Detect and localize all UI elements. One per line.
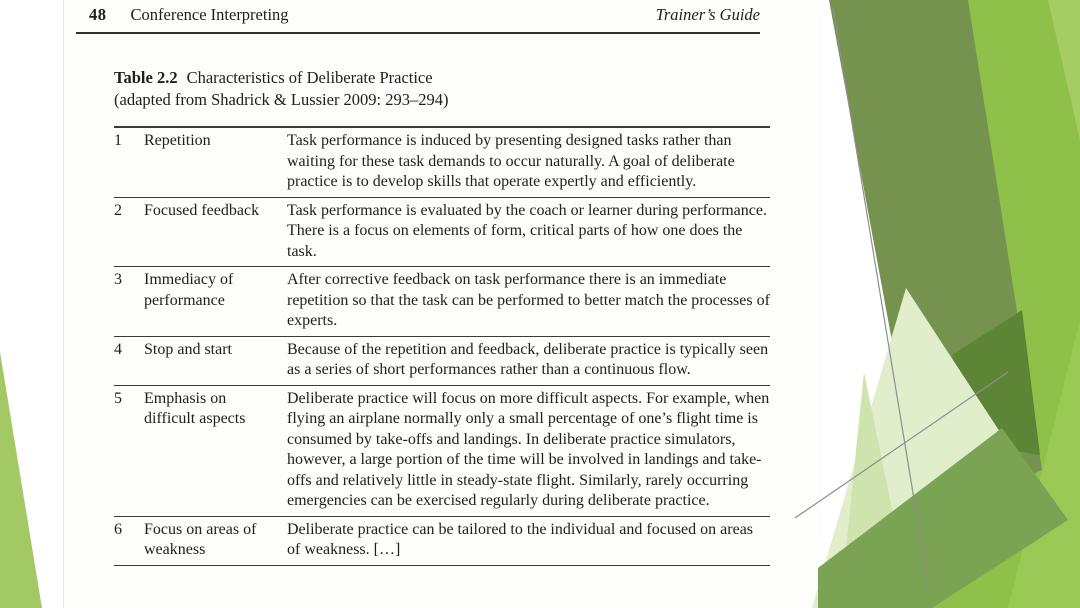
- deco-olive-wedge: [829, 0, 1042, 520]
- row-description-cell: Deliberate practice can be tailored to the individual and focused on areas of weakness. […]: [287, 520, 754, 558]
- row-description-cell: After corrective feedback on task performance there is an immediate repetition so that the task can be performed to better match the processes of experts.: [287, 271, 770, 329]
- deliberate-practice-table: [114, 126, 770, 566]
- row-number-cell: 6: [114, 520, 122, 538]
- table-row: [114, 517, 770, 566]
- caption-title: Characteristics of Deliberate Practice: [186, 68, 433, 87]
- deco-pale-wedge: [812, 288, 1000, 608]
- row-term-cell: Repetition: [144, 132, 211, 149]
- deco-light-band-bottom: [1008, 320, 1080, 608]
- table-row: [114, 267, 770, 337]
- caption-line1: [114, 67, 770, 89]
- row-term-cell: Focused feedback: [144, 201, 260, 219]
- page-number: 48: [89, 5, 107, 24]
- table-caption: [114, 67, 770, 111]
- deco-bright-green-panel: [905, 0, 1080, 608]
- deco-corner-triangle-bottom-left: [0, 352, 42, 608]
- deco-dark-overlap-triangle: [952, 310, 1040, 455]
- row-number-cell: 1: [114, 132, 122, 149]
- row-number-cell: 4: [114, 340, 122, 358]
- row-term-cell: Focus on areas of weakness: [144, 520, 257, 558]
- row-number-cell: 5: [114, 389, 122, 407]
- row-term-cell: Immediacy of performance: [144, 271, 234, 309]
- caption-note: (adapted from Shadrick & Lussier 2009: 293–294): [114, 90, 449, 109]
- deco-light-strip-top: [1048, 0, 1080, 140]
- row-number-cell: 3: [114, 271, 122, 288]
- row-description-cell: Task performance is induced by presenting designed tasks rather than waiting for these task demands to occur naturally. A goal of deliberate practice is to develop skills that operate expertly and efficiently.: [287, 132, 735, 190]
- row-description-cell: Deliberate practice will focus on more difficult aspects. For example, when flying an airplane normally only a small percentage of one’s flight time is consumed by take-offs and landings. In deliberate practice simulators, however, a large portion of the time will be involved in landings and take-offs and relatively little in steady-state flight. Similarly, rarely occurring emergencies can be exercised regularly during deliberate practice.: [287, 389, 770, 509]
- row-term-cell: Stop and start: [144, 340, 232, 358]
- running-head-right: Trainer’s Guide: [655, 5, 760, 24]
- deco-medium-green-bottom: [818, 428, 1068, 608]
- table-row: [114, 386, 770, 517]
- book-title: Conference Interpreting: [130, 5, 289, 24]
- table-row: [114, 198, 770, 268]
- deco-thin-line-vertical: [833, 8, 928, 584]
- deco-thin-line-diagonal: [795, 372, 1008, 518]
- scanned-book-page: [63, 0, 822, 608]
- deco-pale-wedge-2: [840, 372, 912, 608]
- page-header: [76, 5, 760, 34]
- row-description-cell: Task performance is evaluated by the coach or learner during performance. There is a focus on elements of form, critical parts of how one does the task.: [287, 201, 767, 260]
- row-number-cell: 2: [114, 201, 122, 219]
- row-description-cell: Because of the repetition and feedback, deliberate practice is typically seen as a series of short performances rather than a continuous flow.: [287, 340, 769, 378]
- table-row: [114, 337, 770, 386]
- table-row: [114, 128, 770, 198]
- row-term-cell: Emphasis on difficult aspects: [144, 389, 246, 427]
- table-body: [114, 128, 770, 566]
- caption-label: Table 2.2: [114, 68, 178, 87]
